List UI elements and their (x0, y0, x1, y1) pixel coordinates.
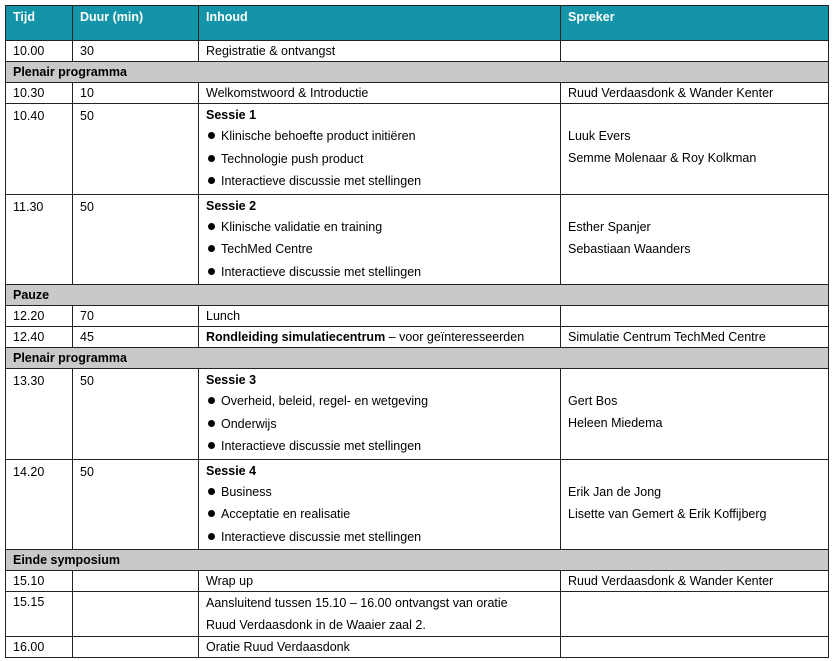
cell-speaker (561, 459, 829, 550)
cell-duration: 50 (73, 104, 199, 195)
speaker-name: Erik Jan de Jong (568, 484, 662, 499)
topic-list (206, 216, 553, 284)
speaker-name: Lisette van Gemert & Erik Koffijberg (568, 506, 767, 521)
list-item: TechMed Centre (206, 238, 553, 261)
bullet-icon (208, 533, 215, 540)
cell-time: 10.30 (6, 83, 73, 104)
cell-speaker (561, 592, 829, 637)
cell-duration: 10 (73, 83, 199, 104)
cell-duration: 70 (73, 306, 199, 327)
section-title: Plenair programma (6, 62, 829, 83)
bullet-icon (208, 420, 215, 427)
topic-list (206, 481, 553, 549)
cell-content: Wrap up (199, 571, 561, 592)
list-item: Business (206, 481, 553, 504)
bullet-icon (208, 488, 215, 495)
list-item: Interactieve discussie met stellingen (206, 170, 553, 193)
cell-time: 12.40 (6, 327, 73, 348)
cell-content (199, 327, 561, 348)
session-title: Sessie 3 (206, 373, 257, 387)
list-item: Interactieve discussie met stellingen (206, 526, 553, 549)
cell-duration: 50 (73, 459, 199, 550)
cell-duration: 50 (73, 369, 199, 460)
header-time: Tijd (6, 6, 73, 41)
section-row (6, 285, 829, 306)
table-row (6, 83, 829, 104)
section-row (6, 550, 829, 571)
cell-content (199, 459, 561, 550)
cell-time: 15.15 (6, 592, 73, 637)
session-row (6, 104, 829, 195)
section-row (6, 62, 829, 83)
list-item: Onderwijs (206, 413, 553, 436)
cell-speaker (561, 637, 829, 658)
bullet-icon (208, 177, 215, 184)
cell-time: 12.20 (6, 306, 73, 327)
speaker-name: Heleen Miedema (568, 416, 663, 430)
table-row (6, 41, 829, 62)
content-line: Aansluitend tussen 15.10 – 16.00 ontvangst van oratie (206, 596, 508, 610)
cell-speaker (561, 306, 829, 327)
speaker-name: Luuk Evers (568, 129, 631, 143)
cell-content: Registratie & ontvangst (199, 41, 561, 62)
cell-duration (73, 637, 199, 658)
cell-time: 16.00 (6, 637, 73, 658)
topic-list (206, 390, 553, 458)
list-item: Klinische behoefte product initiëren (206, 125, 553, 148)
cell-time: 10.40 (6, 104, 73, 195)
section-title: Pauze (6, 285, 829, 306)
table-header-row (6, 6, 829, 41)
cell-time: 10.00 (6, 41, 73, 62)
section-title: Plenair programma (6, 348, 829, 369)
bullet-icon (208, 245, 215, 252)
list-item: Klinische validatie en training (206, 216, 553, 239)
speaker-name: Sebastiaan Waanders (568, 241, 691, 256)
speaker-name: Semme Molenaar & Roy Kolkman (568, 151, 757, 165)
cell-duration (73, 571, 199, 592)
cell-content: Welkomstwoord & Introductie (199, 83, 561, 104)
programme-table (5, 5, 829, 658)
cell-speaker (561, 41, 829, 62)
cell-duration: 50 (73, 194, 199, 285)
bullet-icon (208, 268, 215, 275)
cell-content (199, 369, 561, 460)
session-title: Sessie 2 (206, 198, 257, 213)
speaker-name: Gert Bos (568, 394, 618, 408)
session-row (6, 369, 829, 460)
topic-list (206, 125, 553, 193)
bullet-icon (208, 223, 215, 230)
bullet-icon (208, 397, 215, 404)
list-item: Overheid, beleid, regel- en wetgeving (206, 390, 553, 413)
table-row (6, 571, 829, 592)
cell-time: 11.30 (6, 194, 73, 285)
session-row (6, 459, 829, 550)
header-content: Inhoud (199, 6, 561, 41)
list-item: Acceptatie en realisatie (206, 503, 553, 526)
cell-speaker: Ruud Verdaasdonk & Wander Kenter (561, 83, 829, 104)
cell-speaker: Ruud Verdaasdonk & Wander Kenter (561, 571, 829, 592)
table-row (6, 637, 829, 658)
table-row (6, 327, 829, 348)
speaker-name: Esther Spanjer (568, 219, 651, 234)
bullet-icon (208, 132, 215, 139)
table-row (6, 592, 829, 637)
cell-duration: 45 (73, 327, 199, 348)
list-item: Interactieve discussie met stellingen (206, 435, 553, 458)
session-title: Sessie 1 (206, 108, 257, 122)
tour-title: Rondleiding simulatiecentrum (206, 330, 386, 344)
cell-content (199, 194, 561, 285)
bullet-icon (208, 442, 215, 449)
list-item: Technologie push product (206, 148, 553, 171)
cell-speaker (561, 369, 829, 460)
cell-speaker: Simulatie Centrum TechMed Centre (561, 327, 829, 348)
cell-content (199, 104, 561, 195)
cell-speaker (561, 194, 829, 285)
session-row (6, 194, 829, 285)
cell-content (199, 592, 561, 637)
content-line: Ruud Verdaasdonk in de Waaier zaal 2. (206, 618, 426, 632)
cell-time: 13.30 (6, 369, 73, 460)
section-row (6, 348, 829, 369)
cell-content: Lunch (199, 306, 561, 327)
cell-time: 15.10 (6, 571, 73, 592)
cell-content: Oratie Ruud Verdaasdonk (199, 637, 561, 658)
cell-speaker (561, 104, 829, 195)
bullet-icon (208, 155, 215, 162)
cell-duration: 30 (73, 41, 199, 62)
list-item: Interactieve discussie met stellingen (206, 261, 553, 284)
tour-note: – voor geïnteresseerden (385, 330, 525, 344)
bullet-icon (208, 510, 215, 517)
cell-duration (73, 592, 199, 637)
table-row (6, 306, 829, 327)
session-title: Sessie 4 (206, 463, 257, 478)
header-speaker: Spreker (561, 6, 829, 41)
header-duration: Duur (min) (73, 6, 199, 41)
section-title: Einde symposium (6, 550, 829, 571)
cell-time: 14.20 (6, 459, 73, 550)
